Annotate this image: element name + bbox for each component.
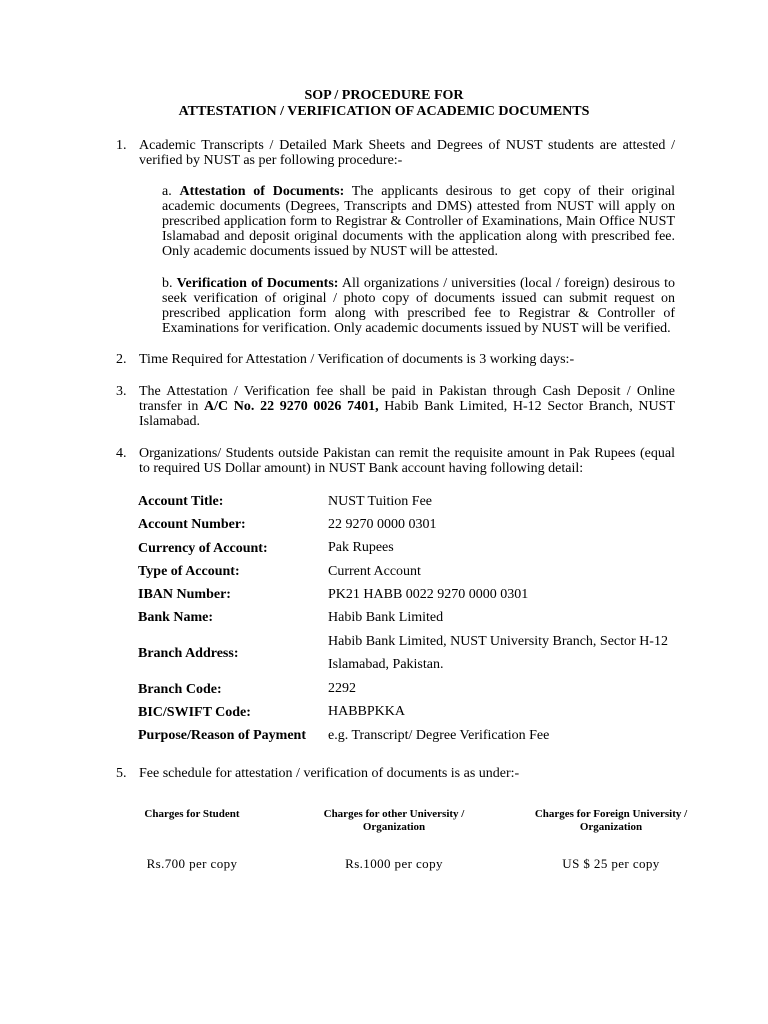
fee-value-other-university: Rs.1000 per copy [345,856,443,871]
payment-purpose-label: Purpose/Reason of Payment [138,728,306,743]
iban-value: PK21 HABB 0022 9270 0000 0301 [328,587,529,602]
iban-label: IBAN Number: [138,587,231,602]
item-3-number: 3. [116,384,127,399]
account-type-label: Type of Account: [138,564,240,579]
title-line-2: ATTESTATION / VERIFICATION OF ACADEMIC DOCUMENTS [178,104,590,119]
title-line-1: SOP / PROCEDURE FOR [304,88,464,103]
item-4-text [139,446,675,476]
fee-header-student: Charges for Student [144,808,240,820]
swift-code-label: BIC/SWIFT Code: [138,705,251,720]
item-3-account-number: A/C No. 22 9270 0026 7401, [204,399,379,414]
fee-value-foreign-university: US $ 25 per copy [562,856,660,871]
item-1a-heading: Attestation of Documents: [179,184,345,199]
swift-code-value: HABBPKKA [328,704,406,719]
item-1a [162,184,675,259]
payment-purpose-value: e.g. Transcript/ Degree Verification Fee [328,728,550,743]
item-1b [162,276,675,336]
item-3-text [139,384,675,429]
bank-name-value: Habib Bank Limited [328,610,444,625]
item-2-number: 2. [116,352,127,367]
item-5-paragraph: Fee schedule for attestation / verification of documents is as under:- [139,766,520,781]
account-title-label: Account Title: [138,494,224,509]
item-3-text-after: Habib Bank Limited, H-12 Sector Branch, NUST Islamabad. [139,399,675,429]
branch-code-label: Branch Code: [138,682,222,697]
account-title-value: NUST Tuition Fee [328,494,432,509]
item-1b-heading: Verification of Documents: [176,276,339,291]
fee-value-student: Rs.700 per copy [146,856,238,871]
document-title [0,88,768,120]
currency-label: Currency of Account: [138,541,268,556]
item-5-text [139,766,675,781]
branch-code-value: 2292 [328,681,356,696]
item-1-paragraph: Academic Transcripts / Detailed Mark Sheets and Degrees of NUST students are attested / verified by NUST as per following procedure:- [139,138,675,168]
item-1b-text: All organizations / universities (local / foreign) desirous to seek verification of original / photo copy of documents issued can submit request on prescribed application form along with prescribed fee to Registrar & Controller of Examinations for verification. Only academic documents issued by NUST will be verified. [162,276,676,336]
branch-address-line-2: Islamabad, Pakistan. [328,657,444,672]
currency-value: Pak Rupees [328,540,394,555]
item-1-text [139,138,675,168]
bank-name-label: Bank Name: [138,610,214,625]
fee-header-foreign-university: Charges for Foreign University / Organization [534,808,688,833]
account-number-value: 22 9270 0000 0301 [328,517,437,532]
item-1b-prefix: b. [162,276,177,291]
item-1a-prefix: a. [162,184,180,199]
item-2-text [139,352,675,367]
branch-address-label: Branch Address: [138,646,239,661]
item-5-number: 5. [116,766,127,781]
item-4-number: 4. [116,446,127,461]
item-4-paragraph: Organizations/ Students outside Pakistan can remit the requisite amount in Pak Rupees (equal to required US Dollar amount) in NUST Bank account having following detail: [139,446,675,476]
branch-address-line-1: Habib Bank Limited, NUST University Branch, Sector H-12 [328,634,668,649]
account-type-value: Current Account [328,564,421,579]
item-2-paragraph: Time Required for Attestation / Verification of documents is 3 working days:- [139,352,575,367]
fee-header-other-university: Charges for other University / Organization [323,808,465,833]
item-1-number: 1. [116,138,127,153]
item-1a-text: The applicants desirous to get copy of their original academic documents (Degrees, Transcripts and DMS) attested from NUST will apply on prescribed application form to Registrar & Controller of Examinations, Main Office NUST Islamabad and deposit original documents with the application along with prescribed fee. Only academic documents issued by NUST will be attested. [162,184,675,259]
item-3-text-before: The Attestation / Verification fee shall be paid in Pakistan through Cash Deposit / Online transfer in [139,384,675,414]
account-number-label: Account Number: [138,517,246,532]
